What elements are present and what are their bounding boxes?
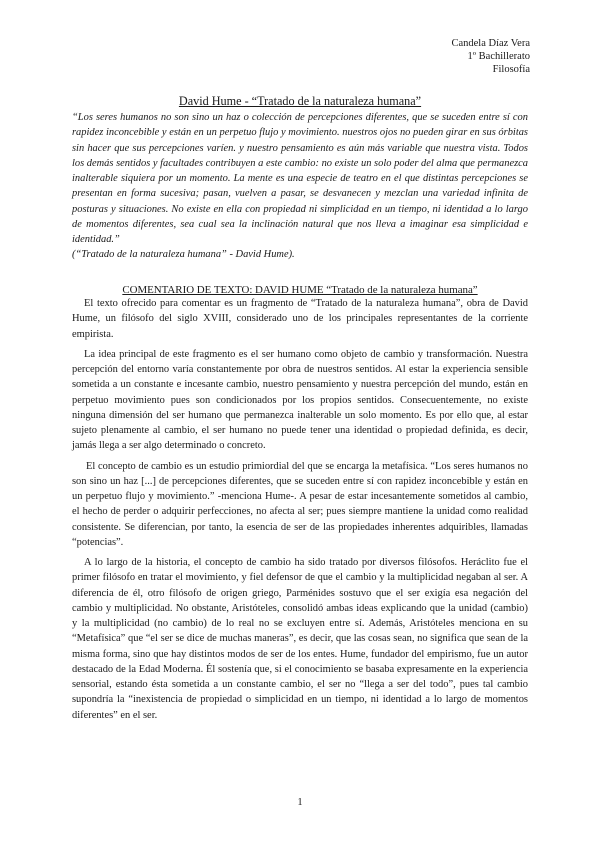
section-title: COMENTARIO DE TEXTO: DAVID HUME “Tratado de la naturaleza humana”	[122, 284, 478, 296]
subject-name: Filosofía	[492, 64, 530, 75]
quote-reference: (“Tratado de la naturaleza humana” - David Hume).	[72, 249, 295, 261]
paragraph-introduction: El texto ofrecido para comentar es un fragmento de “Tratado de la naturaleza humana”, obra de David Hume, un filósofo del siglo XVIII, considerado uno de los principales representantes de la corriente empirista.	[72, 298, 528, 340]
paragraph-metaphysics: El concepto de cambio es un estudio primiordial del que se encarga la metafísica. “Los seres humanos no son sino un haz [...] de percepciones diferentes, que se suceden entre sí con rapidez inconcebible y están en un perpetuo flujo y movimiento.” -menciona Hume-. A pesar de estar incesantemente sometidos al cambio, el hecho de perder o adquirir perfecciones, no afecta al ser; pues siempre mantiene la unidad como realidad consistente. Se diferencian, por tanto, la esencia de ser de las propiedades inherentes adquiribles, llamadas “potencias”.	[72, 460, 528, 548]
document-title: David Hume - “Tratado de la naturaleza humana”	[178, 94, 422, 108]
page-number: 1	[297, 797, 303, 808]
paragraph-main-idea: La idea principal de este fragmento es el ser humano como objeto de cambio y transformación. Nuestra percepción del entorno varía constantemente por obra de nuestros sentidos. Al estar la experiencia sensible sometida a un constante e incesante cambio, nuestro pensamiento y nuestra percepción del mundo, están en perpetuo movimiento pues son condicionados por los propios sentidos. Consecuentemente, no existe ninguna dimensión del ser humano que permanezca inalterable un solo momento. Es por ello que, al estar sujeto plenamente al cambio, el ser humano no puede tener una identidad o propiedad definida, es decir, jamás llega a ser algo determinado o concreto.	[72, 348, 528, 452]
quote-block	[72, 110, 528, 263]
course-level: 1º Bachillerato	[467, 51, 530, 62]
quote-text: “Los seres humanos no son sino un haz o colección de percepciones diferentes, que se suceden entre sí con rapidez inconcebible y están en un perpetuo flujo y movimiento. nuestros ojos no pueden girar en sus órbitas sin hacer que sus percepciones varíen. y nuestro pensamiento es aún más variable que nuestra vista. Todos los demás sentidos y facultades contribuyen a este cambio: no existe un solo poder del alma que permanezca inalterable siquiera por un momento. La mente es una especie de teatro en el que distintas percepciones se presentan en forma sucesiva; pasan, vuelven a pasar, se desvanecen y mezclan una variedad infinita de posturas y situaciones. No existe en ella con propiedad ni simplicidad en un tiempo, ni identidad a lo largo de momentos diferentes, sea cual sea la inclinación natural que nos lleva a imaginar esa simplicidad e identidad.”	[72, 112, 528, 245]
paragraph-history: A lo largo de la historia, el concepto de cambio ha sido tratado por diversos filósofos. Heráclito fue el primer filósofo en tratar el movimiento, y fiel defensor de que el cambio y la multiplicidad negaban al ser. A diferencia de él, otro filósofo de origen griego, Parménides sostuvo que el ser exigía esa negación del cambio y multiplicidad. No obstante, Aristóteles, consolidó ambas ideas explicando que la unidad (cambio) y la multiplicidad (no cambio) de lo real no se excluyen entre sí. Además, Aristóteles menciona en su “Metafísica” que “el ser se dice de muchas maneras”, es decir, que las cosas sean, no significa que sean de la misma forma, sino que hay distintos modos de ser de los entes. Hume, fundador del empirismo, fue un autor destacado de la Edad Moderna. Él sostenía que, si el conocimiento se basaba expresamente en la experiencia sensorial, estando ésta sometida a un constante cambio, el ser no “llega a ser del todo”, pues tal cambio supondría la “inexistencia de propiedad o simplicidad en un tiempo, ni identidad a lo largo de momentos diferentes” en el ser.	[72, 557, 528, 721]
header-block	[451, 37, 530, 76]
commentary-body	[72, 296, 528, 728]
author-name: Candela Díaz Vera	[451, 38, 530, 49]
